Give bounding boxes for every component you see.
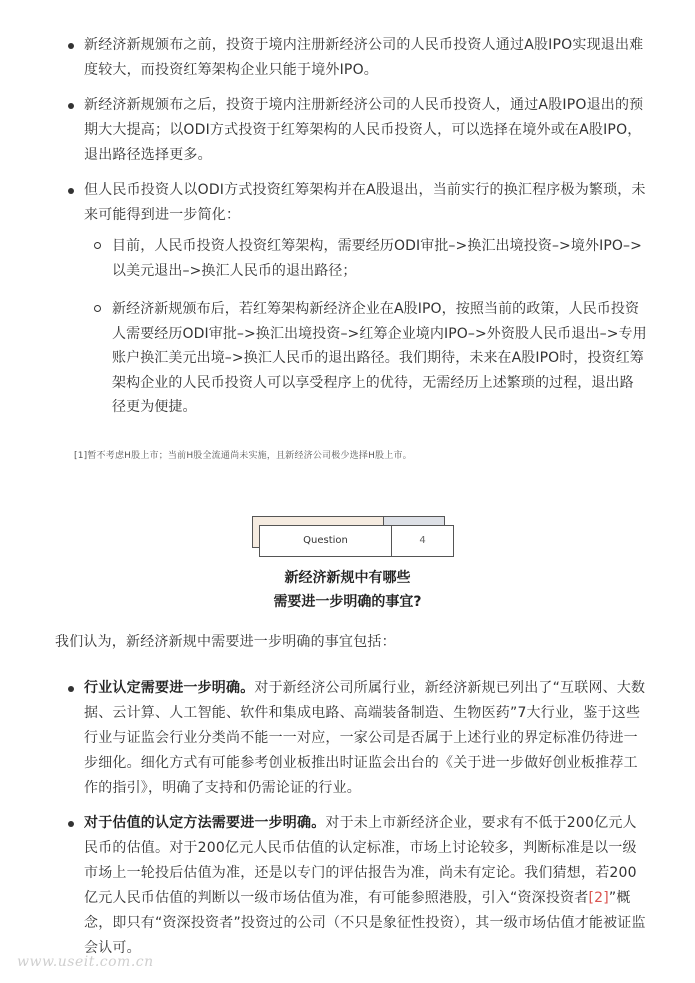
list-item: [55, 676, 647, 801]
list-item: [55, 178, 647, 228]
exit-path-sub-list: [85, 234, 647, 434]
list-item: [85, 297, 647, 420]
question-number: 4: [391, 525, 454, 557]
intro-paragraph: 我们认为，新经济新规中需要进一步明确的事宜包括：: [55, 634, 396, 650]
watermark: www.useit.com.cn: [17, 954, 154, 970]
question-title-line-1: 新经济新规中有哪些: [284, 570, 411, 586]
question-label: Question: [259, 525, 392, 557]
list-item: [55, 811, 647, 961]
list-item: [55, 93, 647, 168]
bullet-text: 新经济新规颁布之前，投资于境内注册新经济公司的人民币投资人通过A股IPO实现退出难度较大，而投资红筹架构企业只能于境外IPO。: [84, 37, 644, 78]
exit-path-bullet-list: [55, 33, 647, 238]
item-text: 对于未上市新经济企业，要求有不低于200亿元人民币的估值。对于200亿元人民币估值的认定标准，市场上讨论较多，判断标准是以一级市场上一轮投后估值为准，还是以专门的评估报告为准，尚未有定论。我们猜想，若200亿元人民币估值的判断以一级市场估值为准，有可能参照港股，引入“资深投资者: [84, 815, 637, 906]
pending-issues-list: [55, 676, 647, 971]
item-heading: 行业认定需要进一步明确。: [84, 680, 255, 696]
question-badge: [252, 516, 452, 558]
footnote-reference-link[interactable]: [2]: [588, 890, 609, 906]
list-item: [85, 234, 647, 283]
list-item: [55, 33, 647, 83]
item-text-continued: ”概念，即只有“资深投资者”投资过的公司（不只是象征性投资），其一级市场估值才能被证监会认可。: [84, 890, 646, 956]
bullet-text: 但人民币投资人以ODI方式投资红筹架构并在A股退出，当前实行的换汇程序极为繁琐，未来可能得到进一步简化：: [84, 182, 646, 223]
bullet-text: 新经济新规颁布之后，投资于境内注册新经济公司的人民币投资人，通过A股IPO退出的预期大大提高；以ODI方式投资于红筹架构的人民币投资人，可以选择在境外或在A股IPO，退出路径选择更多。: [84, 97, 644, 163]
sub-bullet-text: 目前，人民币投资人投资红筹架构，需要经历ODI审批–>换汇出境投资–>境外IPO–>以美元退出–>换汇人民币的退出路径；: [112, 238, 642, 279]
question-title-line-2: 需要进一步明确的事宜?: [273, 594, 422, 610]
footnote: [1]暂不考虑H股上市；当前H股全流通尚未实施，且新经济公司极少选择H股上市。: [74, 451, 412, 461]
item-heading: 对于估值的认定方法需要进一步明确。: [84, 815, 326, 831]
item-text: 对于新经济公司所属行业，新经济新规已列出了“互联网、大数据、云计算、人工智能、软件和集成电路、高端装备制造、生物医药”7大行业，鉴于这些行业与证监会行业分类尚不能一一对应，一家公司是否属于上述行业的界定标准仍待进一步细化。细化方式有可能参考创业板推出时证监会出台的《关于进一步做好创业板推荐工作的指引》，明确了支持和仍需论证的行业。: [84, 680, 646, 796]
sub-bullet-text: 新经济新规颁布后，若红筹架构新经济企业在A股IPO，按照当前的政策，人民币投资人需要经历ODI审批–>换汇出境投资–>红筹企业境内IPO–>外资股人民币退出–>专用账户换汇美元出境–>换汇人民币的退出路径。我们期待，未来在A股IPO时，投资红筹架构企业的人民币投资人可以享受程序上的优待，无需经历上述繁琐的过程，退出路径更为便捷。: [112, 301, 647, 415]
